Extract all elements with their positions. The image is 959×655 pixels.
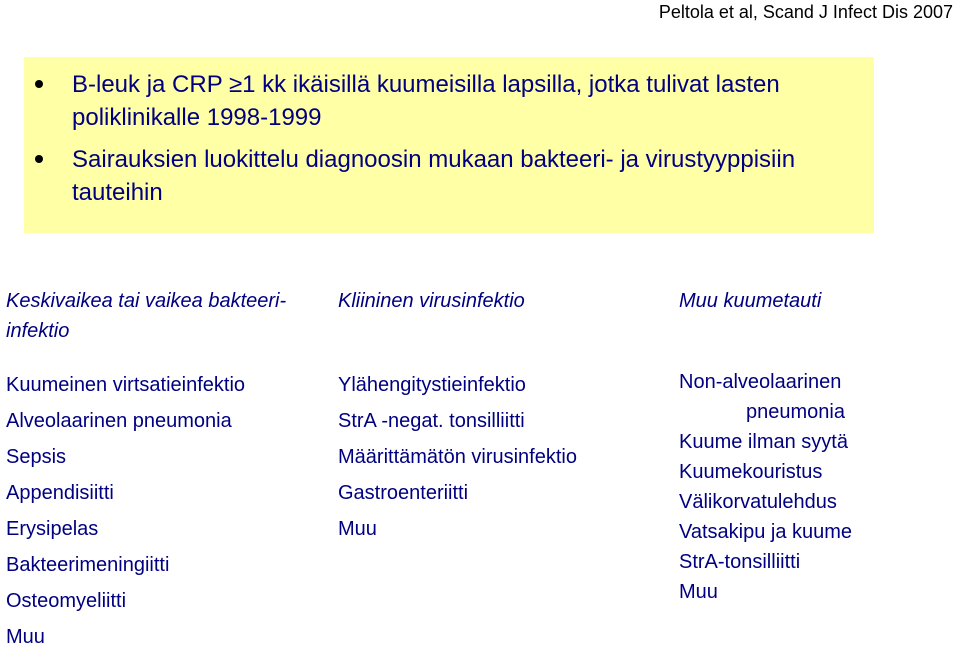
list-item: Appendisiitti bbox=[6, 482, 114, 504]
list-item: Välikorvatulehdus bbox=[679, 491, 837, 513]
citation: Peltola et al, Scand J Infect Dis 2007 bbox=[658, 2, 953, 22]
list-item: Vatsakipu ja kuume bbox=[679, 521, 853, 543]
list-item: StrA -negat. tonsilliitti bbox=[338, 410, 525, 432]
diagnosis-list bbox=[338, 367, 577, 547]
column-heading: Keskivaikea tai vaikea bakteeri-infektio bbox=[6, 290, 287, 342]
column-heading: Kliininen virusinfektio bbox=[338, 290, 525, 312]
list-item: Muu bbox=[338, 518, 377, 540]
list-item: Kuumekouristus bbox=[679, 461, 823, 483]
bullet-dot-icon bbox=[35, 80, 43, 88]
list-item: pneumonia bbox=[746, 401, 845, 423]
list-item: Muu bbox=[679, 581, 718, 603]
list-item: Bakteerimeningiitti bbox=[6, 554, 170, 576]
list-item: Määrittämätön virusinfektio bbox=[338, 446, 577, 468]
diagnosis-list bbox=[679, 367, 852, 607]
bullet-text: Sairauksien luokittelu diagnoosin mukaan bakteeri- ja virustyyppisiin tauteihin bbox=[72, 146, 796, 206]
list-item: Non-alveolaarinen bbox=[679, 371, 842, 393]
column-bacterial bbox=[6, 286, 326, 648]
column-other-fever bbox=[679, 286, 957, 603]
list-item: Ylähengitystieinfektio bbox=[338, 374, 526, 396]
list-item: Alveolaarinen pneumonia bbox=[6, 410, 232, 432]
list-item: Erysipelas bbox=[6, 518, 99, 540]
list-item: Muu bbox=[6, 626, 45, 648]
list-item: Gastroenteriitti bbox=[338, 482, 469, 504]
bullet-text: B-leuk ja CRP ≥1 kk ikäisillä kuumeisilla lapsilla, jotka tulivat lasten poliklinikalle 1998-1999 bbox=[72, 71, 780, 131]
bullet-dot-icon bbox=[35, 155, 43, 163]
highlight-box bbox=[24, 57, 874, 233]
list-item: Sepsis bbox=[6, 446, 67, 468]
list-item: Kuumeinen virtsatieinfektio bbox=[6, 374, 246, 396]
list-item: StrA-tonsilliitti bbox=[679, 551, 801, 573]
column-heading: Muu kuumetauti bbox=[679, 290, 822, 312]
list-item: Osteomyeliitti bbox=[6, 590, 127, 612]
diagnosis-list bbox=[6, 367, 245, 655]
list-item: Kuume ilman syytä bbox=[679, 431, 848, 453]
column-viral bbox=[338, 286, 658, 540]
